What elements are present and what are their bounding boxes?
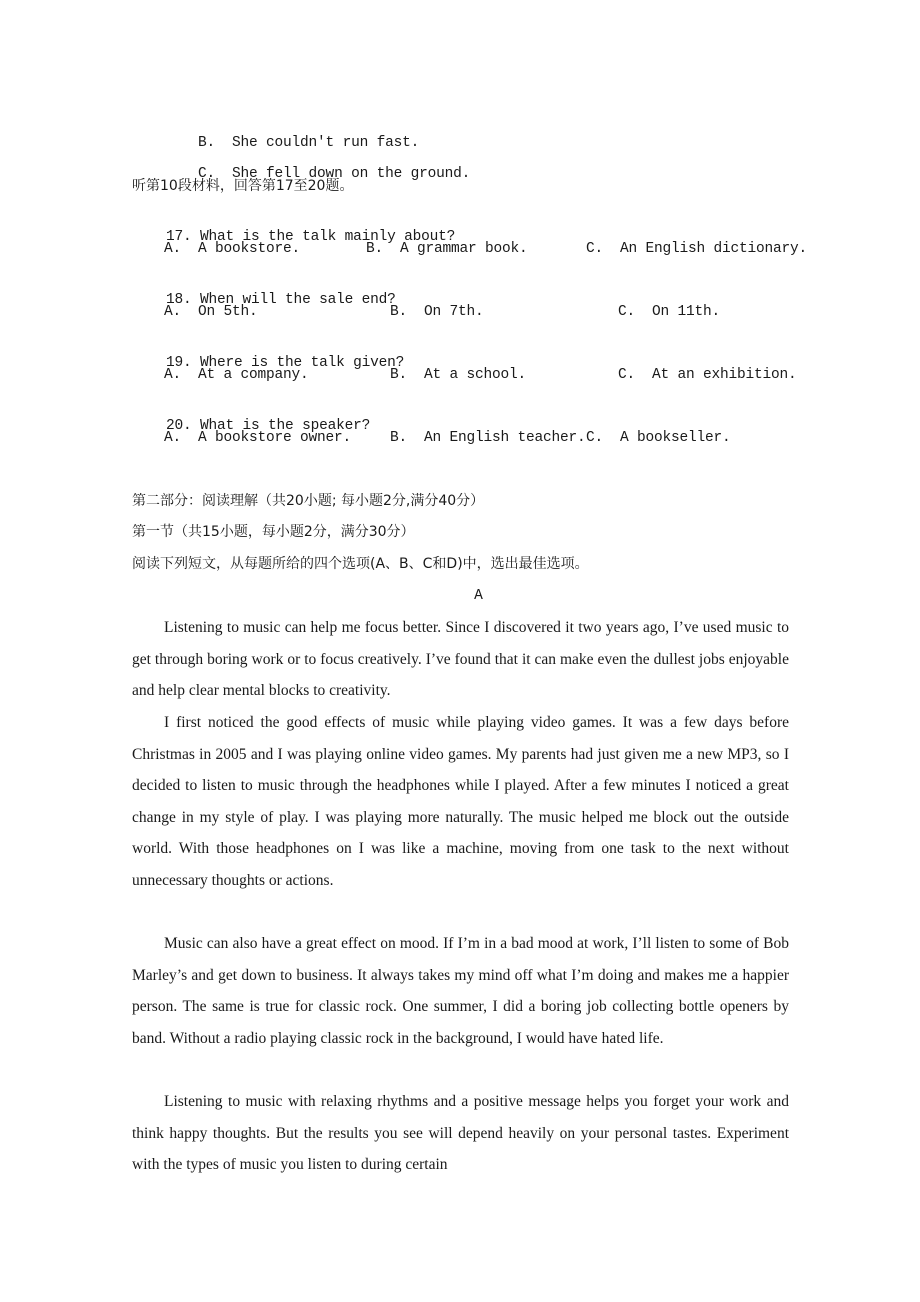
option-label: B. — [390, 304, 408, 320]
paragraph-text: Listening to music with relaxing rhythms and a positive message helps you forget your work and think happy thoughts. But the results you see will depend heavily on your personal tastes. Experiment with the types of music you listen to during certain — [132, 1093, 789, 1174]
question-number: 20. — [166, 418, 192, 434]
option-label: C. — [586, 241, 604, 257]
paragraph-text: Music can also have a great effect on mood. If I’m in a bad mood at work, I’ll listen to some of Bob Marley’s and get down to business. It always takes my mind off what I’m doing and makes me a happier person. The same is true for classic rock. One summer, I did a boring job collecting bottle openers by band. Without a radio playing classic rock in the background, I would have hated life. — [132, 935, 789, 1047]
option-text: She couldn't run fast. — [232, 135, 420, 151]
passage-paragraph-3 — [132, 928, 789, 1054]
q17-option-b — [366, 239, 528, 259]
q20-option-b — [390, 428, 586, 448]
option-label: B. — [390, 367, 408, 383]
q18-option-a — [164, 302, 258, 322]
reading-section-title: 第一节（共15小题，每小题2分，满分30分） — [132, 524, 415, 540]
paragraph-text: I first noticed the good effects of music while playing video games. It was a few days before Christmas in 2005 and I was playing online video games. My parents had just given me a new MP3, so I decided to listen to music through the headphones while I played. After a few minutes I noticed a great change in my style of play. I was playing more naturally. The music helped me block out the outside world. With those headphones on I was like a machine, moving from one task to the next without unnecessary thoughts or actions. — [132, 714, 789, 889]
option-text: On 11th. — [652, 304, 721, 320]
passage-paragraph-2 — [132, 707, 789, 897]
option-text: At a company. — [198, 367, 309, 383]
option-label: B. — [390, 430, 408, 446]
question-text: What is the talk mainly about? — [200, 229, 456, 245]
q17-option-c — [586, 239, 807, 259]
option-label: A. — [164, 430, 182, 446]
option-label: C. — [618, 367, 636, 383]
option-label: A. — [164, 241, 182, 257]
option-text: On 5th. — [198, 304, 258, 320]
passage-label: A — [474, 588, 483, 604]
reading-part-title: 第二部分：阅读理解（共20小题; 每小题2分,满分40分） — [132, 493, 485, 509]
option-text: On 7th. — [424, 304, 484, 320]
passage-paragraph-4 — [132, 1086, 789, 1181]
question-text: When will the sale end? — [200, 292, 396, 308]
q20-option-c — [586, 428, 731, 448]
option-label: C. — [198, 166, 216, 182]
option-text: A bookstore. — [198, 241, 301, 257]
option-label: C. — [586, 430, 604, 446]
option-label: B. — [198, 135, 216, 151]
reading-instruction: 阅读下列短文，从每题所给的四个选项(A、B、C和D)中，选出最佳选项。 — [132, 556, 589, 572]
question-text: What is the speaker? — [200, 418, 371, 434]
option-text: A grammar book. — [400, 241, 528, 257]
question-number: 18. — [166, 292, 192, 308]
option-text: A bookstore owner. — [198, 430, 352, 446]
q20-option-a — [164, 428, 351, 448]
q17-option-a — [164, 239, 300, 259]
option-text: An English teacher. — [424, 430, 586, 446]
q19-option-a — [164, 365, 309, 385]
question-text: Where is the talk given? — [200, 355, 405, 371]
listening-instruction: 听第10段材料，回答第17至20题。 — [132, 178, 354, 194]
option-text: She fell down on the ground. — [232, 166, 471, 182]
q19-option-b — [390, 365, 526, 385]
q19-option-c — [618, 365, 797, 385]
option-text: At an exhibition. — [652, 367, 797, 383]
option-label: A. — [164, 304, 182, 320]
option-label: B. — [366, 241, 384, 257]
question-number: 17. — [166, 229, 192, 245]
option-text: A bookseller. — [620, 430, 731, 446]
option-label: C. — [618, 304, 636, 320]
question-number: 19. — [166, 355, 192, 371]
paragraph-text: Listening to music can help me focus better. Since I discovered it two years ago, I’ve used music to get through boring work or to focus creatively. I’ve found that it can make even the dullest jobs enjoyable and help clear mental blocks to creativity. — [132, 619, 789, 700]
q18-option-c — [618, 302, 720, 322]
passage-paragraph-1 — [132, 612, 789, 707]
option-text: An English dictionary. — [620, 241, 808, 257]
q18-option-b — [390, 302, 484, 322]
option-label: A. — [164, 367, 182, 383]
option-text: At a school. — [424, 367, 527, 383]
